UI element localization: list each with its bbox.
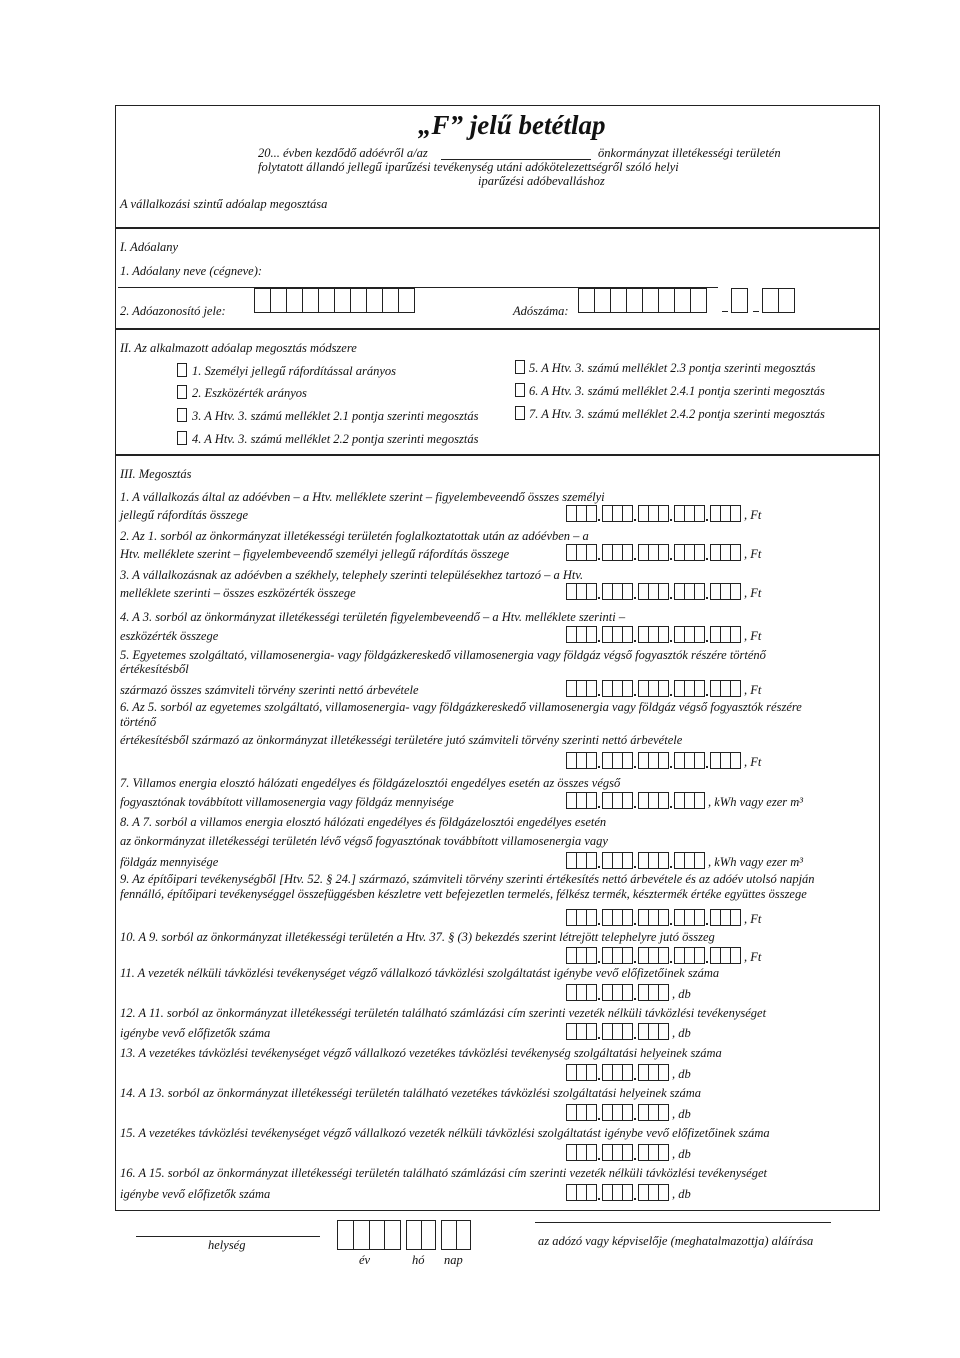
tax-number-cell[interactable] bbox=[674, 288, 691, 313]
row-1-amount-input[interactable] bbox=[566, 504, 761, 522]
header-line-3: iparűzési adóbevalláshoz bbox=[478, 174, 605, 188]
tax-number-cell[interactable] bbox=[594, 288, 611, 313]
form-title: „F” jelű betétlap bbox=[418, 110, 606, 140]
tax-id-cell[interactable] bbox=[302, 288, 319, 313]
method-checkbox-5[interactable] bbox=[515, 360, 525, 374]
day-input[interactable] bbox=[441, 1220, 471, 1250]
method-option-2: 2. Eszközérték arányos bbox=[192, 386, 307, 400]
day-label: nap bbox=[444, 1253, 463, 1267]
row-4-amount-input[interactable] bbox=[566, 625, 761, 643]
row-12-text: 12. A 11. sorból az önkormányzat illetékességi területén található számlázási cím szerinti vezeték nélküli távközlési tevékenységet bbox=[120, 1006, 767, 1020]
signature-label: az adózó vagy képviselője (meghatalmazottja) aláírása bbox=[538, 1234, 814, 1248]
row-10-text: 10. A 9. sorból az önkormányzat illetékességi területén a Htv. 37. § (3) bekezdés szerint létrejött telephelyre jutó összeg bbox=[120, 930, 715, 944]
row-10-unit: , Ft bbox=[744, 950, 762, 964]
method-option-4: 4. A Htv. 3. számú melléklet 2.2 pontja szerinti megosztás bbox=[192, 432, 479, 446]
row-15-count-input[interactable] bbox=[566, 1143, 691, 1161]
row-2-amount-input[interactable] bbox=[566, 543, 761, 561]
row-7-text: fogyasztónak továbbított villamosenergia vagy földgáz mennyisége bbox=[120, 795, 454, 809]
row-6-amount-input[interactable] bbox=[566, 751, 761, 769]
row-3-amount-input[interactable] bbox=[566, 582, 761, 600]
row-5-amount-input[interactable] bbox=[566, 679, 761, 697]
tax-id-label: 2. Adóazonosító jele: bbox=[120, 304, 226, 318]
month-label: hó bbox=[412, 1253, 425, 1267]
section-1-heading: I. Adóalany bbox=[120, 240, 179, 254]
row-4-text: 4. A 3. sorból az önkormányzat illetékességi területén figyelembeveendő – a Htv. melléklete szerinti – bbox=[120, 610, 626, 624]
row-4-text: eszközérték összege bbox=[120, 629, 219, 643]
row-12-text: igénybe vevő előfizetők száma bbox=[120, 1026, 271, 1040]
tax-id-cell[interactable] bbox=[350, 288, 367, 313]
tax-number-cell[interactable] bbox=[778, 288, 795, 313]
method-checkbox-7[interactable] bbox=[515, 406, 525, 420]
tax-id-cell[interactable] bbox=[398, 288, 415, 313]
place-line[interactable] bbox=[136, 1236, 320, 1237]
year-input[interactable] bbox=[337, 1220, 401, 1250]
row-6-text: értékesítésből származó az önkormányzat illetékességi területére jutó számviteli törvény szerinti nettó árbevétele bbox=[120, 733, 683, 747]
tax-number-separator bbox=[722, 311, 728, 312]
tax-number-cell[interactable] bbox=[690, 288, 707, 313]
row-5-text: 5. Egyetemes szolgáltató, villamosenergia- vagy földgázkereskedő villamosenergia vagy földgáz végső fogyasztók részére történő bbox=[120, 648, 766, 662]
method-option-7: 7. A Htv. 3. számú melléklet 2.4.2 pontja szerinti megosztás bbox=[529, 407, 825, 421]
tax-id-cell[interactable] bbox=[318, 288, 335, 313]
place-label: helység bbox=[208, 1238, 246, 1252]
row-16-unit: , db bbox=[672, 1187, 691, 1201]
tax-id-cell[interactable] bbox=[286, 288, 303, 313]
row-2-text: Htv. melléklete szerint – figyelembeveendő személyi jellegű ráfordítás összege bbox=[120, 547, 510, 561]
taxpayer-name-label: 1. Adóalany neve (cégneve): bbox=[120, 264, 263, 278]
row-16-text: 16. A 15. sorból az önkormányzat illetékességi területén található számlázási cím szerinti vezeték nélküli távközlési tevékenységet bbox=[120, 1166, 767, 1180]
row-1-unit: , Ft bbox=[744, 508, 762, 522]
row-16-text: igénybe vevő előfizetők száma bbox=[120, 1187, 271, 1201]
header-subtitle: A vállalkozási szintű adóalap megosztása bbox=[120, 197, 328, 211]
row-9-amount-input[interactable] bbox=[566, 908, 761, 926]
year-label: év bbox=[359, 1253, 371, 1267]
tax-number-cell[interactable] bbox=[610, 288, 627, 313]
tax-number-label: Adószáma: bbox=[513, 304, 569, 318]
row-12-count-input[interactable] bbox=[566, 1022, 691, 1040]
row-8-text: 8. A 7. sorból a villamos energia elosztó hálózati engedélyes és földgázelosztói engedélyes esetén bbox=[120, 815, 607, 829]
row-3-text: melléklete szerinti – összes eszközérték összege bbox=[120, 586, 356, 600]
method-option-5: 5. A Htv. 3. számú melléklet 2.3 pontja szerinti megosztás bbox=[529, 361, 816, 375]
tax-number-cell[interactable] bbox=[642, 288, 659, 313]
row-13-unit: , db bbox=[672, 1067, 691, 1081]
row-5-text: értékesítésből bbox=[120, 662, 189, 676]
row-2-unit: , Ft bbox=[744, 547, 762, 561]
signature-line[interactable] bbox=[535, 1222, 831, 1223]
method-checkbox-4[interactable] bbox=[177, 431, 187, 445]
method-checkbox-1[interactable] bbox=[177, 363, 187, 377]
row-4-unit: , Ft bbox=[744, 629, 762, 643]
tax-number-vat-code[interactable] bbox=[731, 295, 747, 313]
header-line-municipality: önkormányzat illetékességi területén bbox=[598, 146, 781, 160]
tax-id-input[interactable] bbox=[254, 295, 414, 313]
tax-number-county-code[interactable] bbox=[762, 295, 794, 313]
row-5-text: származó összes számviteli törvény szerinti nettó árbevétele bbox=[120, 683, 419, 697]
row-8-unit: , kWh vagy ezer m³ bbox=[708, 855, 804, 869]
section-2-heading: II. Az alkalmazott adóalap megosztás módszere bbox=[120, 341, 357, 355]
month-input[interactable] bbox=[406, 1220, 436, 1250]
tax-number-separator bbox=[753, 311, 759, 312]
row-7-quantity-input[interactable] bbox=[566, 791, 803, 809]
tax-id-cell[interactable] bbox=[334, 288, 351, 313]
row-11-unit: , db bbox=[672, 987, 691, 1001]
row-9-text: 9. Az építőipari tevékenységből [Htv. 52. § 24.] származó, számviteli törvény szerinti értékesítés nettó árbevétele és az adóév utolsó napján bbox=[120, 872, 815, 886]
row-7-unit: , kWh vagy ezer m³ bbox=[708, 795, 804, 809]
row-8-quantity-input[interactable] bbox=[566, 851, 803, 869]
row-9-text: fennálló, építőipari tevékenységgel összefüggésben készletre vett befejezetlen termelés, félkész termék, késztermék értéke együttes összege bbox=[120, 887, 807, 901]
row-14-unit: , db bbox=[672, 1107, 691, 1121]
row-3-text: 3. A vállalkozásnak az adóévben a székhely, telephely szerinti településekhez tartozó – a Htv. bbox=[120, 568, 584, 582]
header-line-year: 20... évben kezdődő adóévről a/az bbox=[258, 146, 428, 160]
row-6-text: történő bbox=[120, 715, 157, 729]
header-line-2: folytatott állandó jellegű iparűzési tevékenység utáni adókötelezettségről szóló helyi bbox=[258, 160, 679, 174]
row-13-text: 13. A vezetékes távközlési tevékenységet végző vállalkozó vezetékes távközlési tevékenység szolgáltatási helyeinek száma bbox=[120, 1046, 722, 1060]
tax-number-cell[interactable] bbox=[626, 288, 643, 313]
section-3-heading: III. Megosztás bbox=[120, 467, 192, 481]
row-10-amount-input[interactable] bbox=[566, 946, 761, 964]
row-3-unit: , Ft bbox=[744, 586, 762, 600]
method-option-6: 6. A Htv. 3. számú melléklet 2.4.1 pontja szerinti megosztás bbox=[529, 384, 825, 398]
row-2-text: 2. Az 1. sorból az önkormányzat illetékességi területén foglalkoztatottak után az adóévben – a bbox=[120, 529, 589, 543]
tax-number-cell[interactable] bbox=[762, 288, 779, 313]
row-8-text: az önkormányzat illetékességi területén lévő végső fogyasztónak továbbított villamosenergia vagy bbox=[120, 834, 608, 848]
tax-number-input[interactable] bbox=[578, 295, 706, 313]
row-14-count-input[interactable] bbox=[566, 1103, 691, 1121]
row-14-text: 14. A 13. sorból az önkormányzat illetékességi területén található vezetékes távközlési szolgáltatási helyeinek száma bbox=[120, 1086, 702, 1100]
tax-id-cell[interactable] bbox=[254, 288, 271, 313]
tax-number-cell[interactable] bbox=[731, 288, 748, 313]
tax-number-cell[interactable] bbox=[658, 288, 675, 313]
row-1-text: 1. A vállalkozás által az adóévben – a Htv. melléklete szerint – figyelembeveendő összes személyi bbox=[120, 490, 605, 504]
row-6-text: 6. Az 5. sorból az egyetemes szolgáltató, villamosenergia- vagy földgázkereskedő villamosenergia vagy földgáz végső fogyasztók részére bbox=[120, 700, 802, 714]
method-checkbox-6[interactable] bbox=[515, 383, 525, 397]
row-16-count-input[interactable] bbox=[566, 1183, 691, 1201]
row-7-text: 7. Villamos energia elosztó hálózati engedélyes és földgázelosztói engedélyes esetén az összes végső bbox=[120, 776, 621, 790]
row-5-unit: , Ft bbox=[744, 683, 762, 697]
tax-id-cell[interactable] bbox=[366, 288, 383, 313]
row-9-unit: , Ft bbox=[744, 912, 762, 926]
row-11-count-input[interactable] bbox=[566, 983, 691, 1001]
section-1-box bbox=[115, 228, 880, 329]
row-15-unit: , db bbox=[672, 1147, 691, 1161]
tax-id-cell[interactable] bbox=[382, 288, 399, 313]
row-15-text: 15. A vezetékes távközlési tevékenységet végző vállalkozó vezeték nélküli távközlési szolgáltatást igénybe vevő előfizetőinek száma bbox=[120, 1126, 770, 1140]
row-8-text: földgáz mennyisége bbox=[120, 855, 219, 869]
tax-id-cell[interactable] bbox=[270, 288, 287, 313]
method-option-3: 3. A Htv. 3. számú melléklet 2.1 pontja szerinti megosztás bbox=[192, 409, 479, 423]
method-checkbox-2[interactable] bbox=[177, 385, 187, 399]
row-13-count-input[interactable] bbox=[566, 1063, 691, 1081]
row-1-text: jellegű ráfordítás összege bbox=[120, 508, 249, 522]
method-option-1: 1. Személyi jellegű ráfordítással arányos bbox=[192, 364, 397, 378]
method-checkbox-3[interactable] bbox=[177, 408, 187, 422]
row-12-unit: , db bbox=[672, 1026, 691, 1040]
tax-number-cell[interactable] bbox=[578, 288, 595, 313]
row-6-unit: , Ft bbox=[744, 755, 762, 769]
row-11-text: 11. A vezeték nélküli távközlési tevékenységet végző vállalkozó távközlési szolgáltatást igénybe vevő előfizetőinek száma bbox=[120, 966, 720, 980]
